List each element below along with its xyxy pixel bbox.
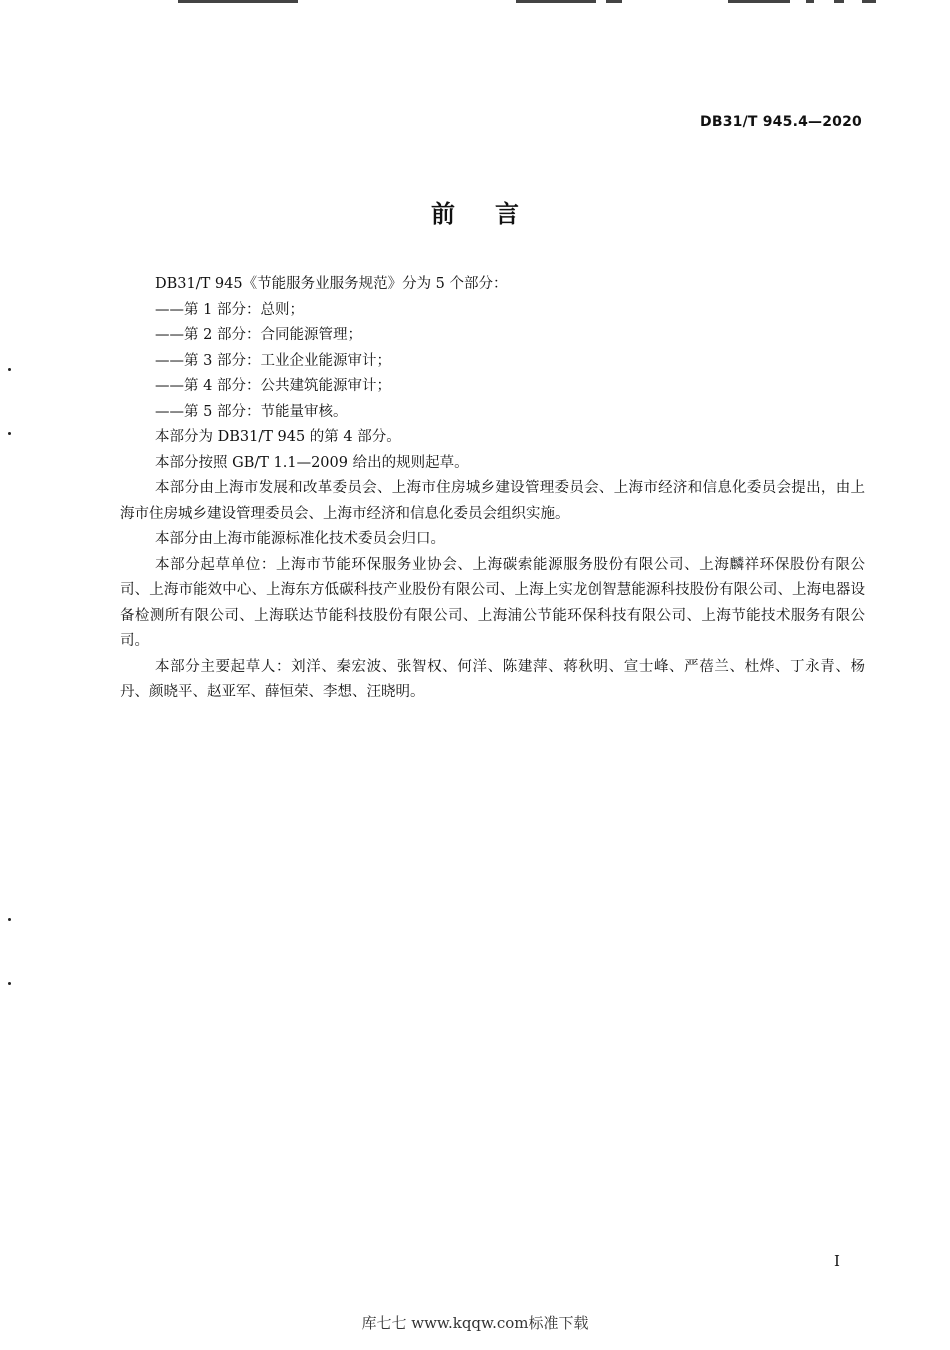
part-item: ——第 1 部分：总则； — [155, 301, 304, 318]
page-title: 前言 — [431, 200, 559, 228]
intro-paragraph: DB31/T 945《节能服务业服务规范》分为 5 个部分： — [155, 276, 508, 292]
page-number: I — [834, 1252, 840, 1270]
scan-mark — [606, 0, 622, 3]
scan-mark — [834, 0, 844, 3]
document-code: DB31/T 945.4—2020 — [700, 114, 862, 130]
paragraph: 本部分由上海市能源标准化技术委员会归口。 — [155, 531, 445, 547]
scan-margin-dot — [8, 918, 11, 921]
foreword-body — [120, 272, 865, 706]
scan-margin-dot — [8, 432, 11, 435]
scan-mark — [862, 0, 876, 3]
scan-mark — [516, 0, 596, 3]
paragraph: 本部分由上海市发展和改革委员会、上海市住房城乡建设管理委员会、上海市经济和信息化委员会提出，由上海市住房城乡建设管理委员会、上海市经济和信息化委员会组织实施。 — [120, 480, 865, 522]
watermark-text: 库七七 www.kqqw.com标准下载 — [361, 1314, 589, 1332]
paragraph: 本部分主要起草人：刘洋、秦宏波、张智权、何洋、陈建萍、蒋秋明、宣士峰、严蓓兰、杜烨、丁永青、杨丹、颜晓平、赵亚军、薛恒荣、李想、汪晓明。 — [120, 658, 865, 700]
part-item: ——第 3 部分：工业企业能源审计； — [155, 352, 391, 369]
part-item: ——第 2 部分：合同能源管理； — [155, 327, 362, 343]
scan-mark — [806, 0, 814, 3]
scan-margin-dot — [8, 368, 11, 371]
scan-margin-dot — [8, 982, 11, 985]
paragraph: 本部分按照 GB/T 1.1—2009 给出的规则起草。 — [155, 454, 469, 471]
part-item: ——第 4 部分：公共建筑能源审计； — [155, 378, 391, 394]
paragraph: 本部分起草单位：上海市节能环保服务业协会、上海碳索能源服务股份有限公司、上海麟祥环保股份有限公司、上海市能效中心、上海东方低碳科技产业股份有限公司、上海上实龙创智慧能源科技股份有限公司、上海电器设备检测所有限公司、上海联达节能科技股份有限公司、上海浦公节能环保科技有限公司、上海节能技术服务有限公司。 — [120, 556, 865, 649]
scan-mark — [178, 0, 298, 3]
part-item: ——第 5 部分：节能量审核。 — [155, 403, 348, 420]
paragraph: 本部分为 DB31/T 945 的第 4 部分。 — [155, 429, 401, 445]
scan-mark — [728, 0, 790, 3]
